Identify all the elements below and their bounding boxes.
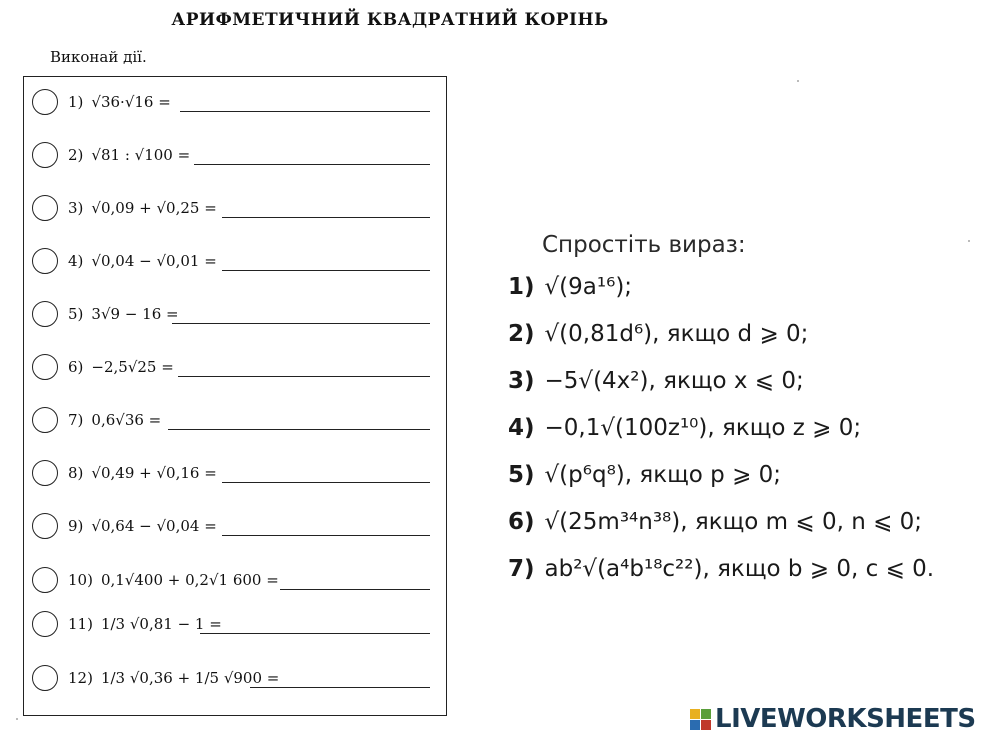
task-row xyxy=(32,193,438,223)
instruction: Виконай дії. xyxy=(50,48,147,66)
answer-line[interactable] xyxy=(168,429,430,430)
task-expression: 3√9 − 16 = xyxy=(91,305,179,323)
task-number: 3) xyxy=(68,199,84,217)
task-number: 1) xyxy=(68,93,84,111)
task-expression: 0,1√400 + 0,2√1 600 = xyxy=(100,571,279,589)
answer-line[interactable] xyxy=(178,376,430,377)
scan-speck xyxy=(16,718,18,720)
simplify-number: 4) xyxy=(508,415,535,441)
logo-icon xyxy=(690,709,711,730)
simplify-item xyxy=(508,358,934,405)
page-title: АРИФМЕТИЧНИЙ КВАДРАТНИЙ КОРІНЬ xyxy=(171,10,609,30)
simplify-number: 1) xyxy=(508,274,535,300)
task-expression: √0,04 − √0,01 = xyxy=(91,252,217,270)
task-expression: √0,09 + √0,25 = xyxy=(91,199,217,217)
answer-circle[interactable] xyxy=(32,665,58,691)
task-number: 2) xyxy=(68,146,84,164)
simplify-expression: √(25m³⁴n³⁸), якщо m ⩽ 0, n ⩽ 0; xyxy=(544,509,923,535)
task-row xyxy=(32,299,438,329)
liveworksheets-logo xyxy=(690,704,976,734)
simplify-item xyxy=(508,452,934,499)
simplify-expression: √(9a¹⁶); xyxy=(544,274,633,300)
task-row xyxy=(32,511,438,541)
answer-line[interactable] xyxy=(250,687,430,688)
answer-line[interactable] xyxy=(222,482,430,483)
simplify-item xyxy=(508,499,934,546)
task-row xyxy=(32,405,438,435)
task-expression: −2,5√25 = xyxy=(91,358,174,376)
simplify-item xyxy=(508,311,934,358)
task-expression: √36·√16 = xyxy=(91,93,171,111)
answer-line[interactable] xyxy=(200,633,430,634)
task-number: 5) xyxy=(68,305,84,323)
answer-circle[interactable] xyxy=(32,407,58,433)
answer-line[interactable] xyxy=(222,217,430,218)
task-row xyxy=(32,458,438,488)
task-number: 6) xyxy=(68,358,84,376)
answer-circle[interactable] xyxy=(32,460,58,486)
answer-circle[interactable] xyxy=(32,354,58,380)
task-expression: √0,49 + √0,16 = xyxy=(91,464,217,482)
answer-line[interactable] xyxy=(222,270,430,271)
task-row xyxy=(32,663,438,693)
task-number: 10) xyxy=(68,571,93,589)
task-number: 7) xyxy=(68,411,84,429)
task-row xyxy=(32,352,438,382)
simplify-expression: √(0,81d⁶), якщо d ⩾ 0; xyxy=(544,321,809,347)
answer-circle[interactable] xyxy=(32,248,58,274)
simplify-item xyxy=(508,264,934,311)
answer-circle[interactable] xyxy=(32,611,58,637)
answer-line[interactable] xyxy=(280,589,430,590)
answer-line[interactable] xyxy=(172,323,430,324)
task-expression: 1/3 √0,36 + 1/5 √900 = xyxy=(100,669,280,687)
scan-speck xyxy=(797,80,799,82)
answer-line[interactable] xyxy=(194,164,430,165)
task-row xyxy=(32,140,438,170)
task-row xyxy=(32,246,438,276)
task-row xyxy=(32,87,438,117)
task-expression: 0,6√36 = xyxy=(91,411,162,429)
scan-speck xyxy=(968,240,970,242)
simplify-number: 5) xyxy=(508,462,535,488)
simplify-number: 3) xyxy=(508,368,535,394)
answer-circle[interactable] xyxy=(32,195,58,221)
task-expression: √0,64 − √0,04 = xyxy=(91,517,217,535)
simplify-expression: −5√(4x²), якщо x ⩽ 0; xyxy=(544,368,804,394)
simplify-expression: ab²√(a⁴b¹⁸c²²), якщо b ⩾ 0, c ⩽ 0. xyxy=(544,556,935,582)
simplify-expression: −0,1√(100z¹⁰), якщо z ⩾ 0; xyxy=(544,415,862,441)
task-row xyxy=(32,609,438,639)
simplify-item xyxy=(508,405,934,452)
task-number: 12) xyxy=(68,669,93,687)
logo-text: LIVEWORKSHEETS xyxy=(715,704,976,734)
task-number: 11) xyxy=(68,615,93,633)
task-number: 4) xyxy=(68,252,84,270)
simplify-number: 6) xyxy=(508,509,535,535)
task-expression: 1/3 √0,81 − 1 = xyxy=(100,615,222,633)
task-number: 8) xyxy=(68,464,84,482)
answer-circle[interactable] xyxy=(32,567,58,593)
answer-line[interactable] xyxy=(222,535,430,536)
task-number: 9) xyxy=(68,517,84,535)
answer-circle[interactable] xyxy=(32,301,58,327)
simplify-number: 7) xyxy=(508,556,535,582)
answer-circle[interactable] xyxy=(32,513,58,539)
answer-circle[interactable] xyxy=(32,89,58,115)
simplify-expression: √(p⁶q⁸), якщо p ⩾ 0; xyxy=(544,462,782,488)
answer-line[interactable] xyxy=(180,111,430,112)
simplify-heading: Спростіть вираз: xyxy=(542,232,746,258)
answer-circle[interactable] xyxy=(32,142,58,168)
task-expression: √81 : √100 = xyxy=(91,146,191,164)
simplify-section xyxy=(508,232,934,593)
exercise-box xyxy=(23,76,447,716)
simplify-number: 2) xyxy=(508,321,535,347)
simplify-item xyxy=(508,546,934,593)
task-row xyxy=(32,565,438,595)
